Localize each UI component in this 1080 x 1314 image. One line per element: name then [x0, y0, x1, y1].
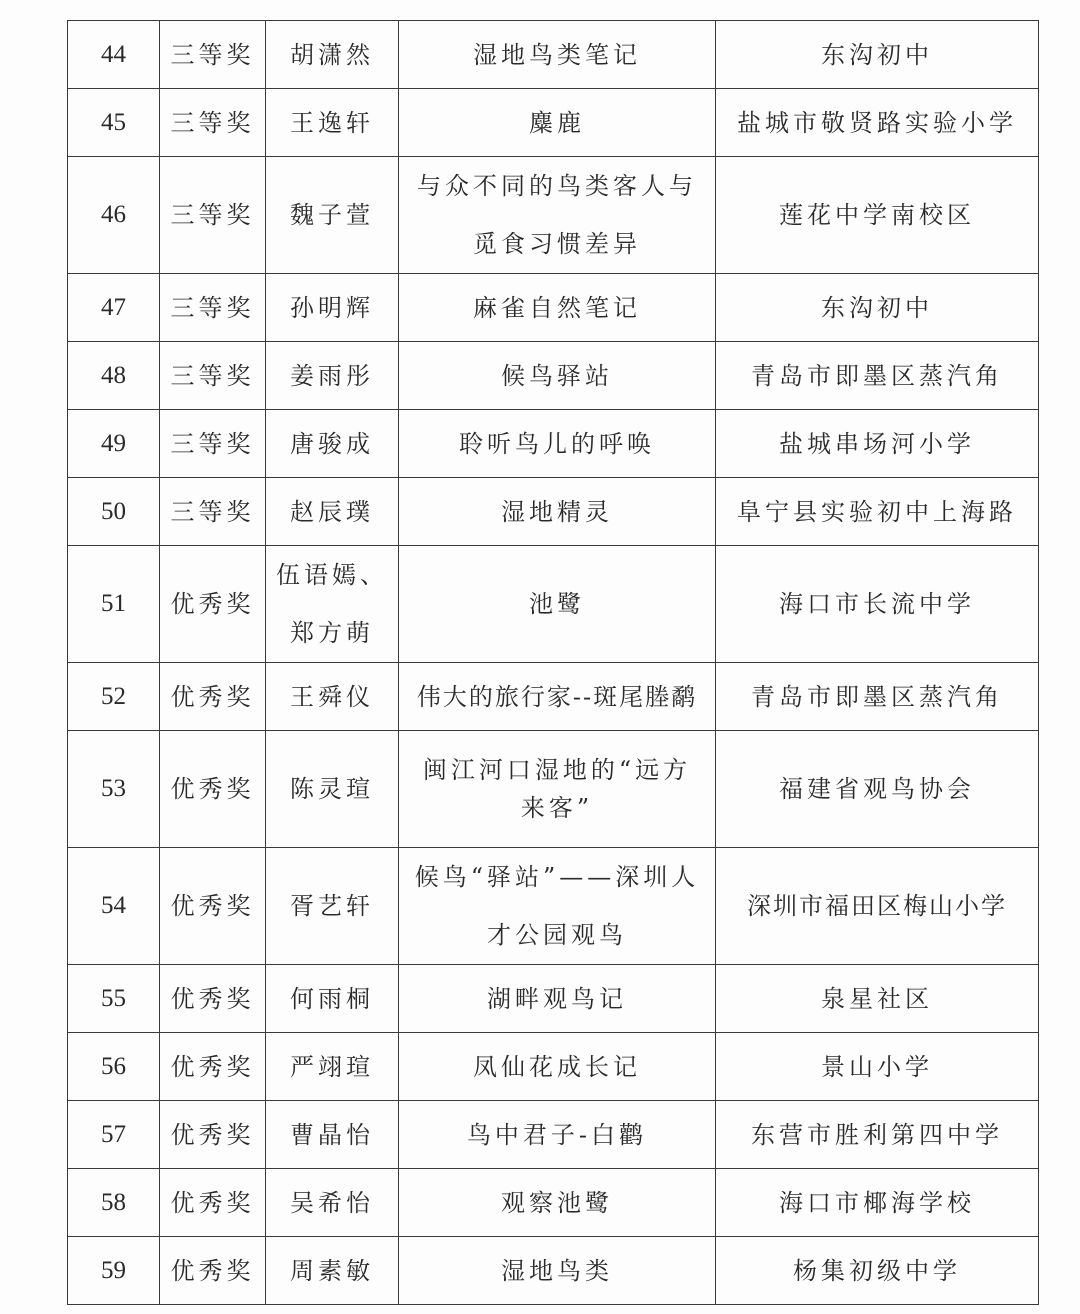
award-level: 优秀奖	[160, 965, 266, 1033]
row-number: 48	[68, 342, 160, 410]
award-level: 优秀奖	[160, 1237, 266, 1305]
school-name: 东沟初中	[716, 274, 1039, 342]
table-row	[68, 848, 1039, 965]
student-name: 赵辰璞	[266, 478, 399, 546]
work-title: 湿地精灵	[399, 478, 716, 546]
row-number: 44	[68, 21, 160, 89]
row-number: 59	[68, 1237, 160, 1305]
work-title: 鸟中君子-白鹳	[399, 1101, 716, 1169]
student-name: 王舜仪	[266, 663, 399, 731]
row-number: 49	[68, 410, 160, 478]
work-title: 湿地鸟类	[399, 1237, 716, 1305]
student-name: 严翊瑄	[266, 1033, 399, 1101]
table-row	[68, 410, 1039, 478]
student-name: 何雨桐	[266, 965, 399, 1033]
work-title: 湖畔观鸟记	[399, 965, 716, 1033]
award-level: 三等奖	[160, 157, 266, 274]
work-title: 与众不同的鸟类客人与觅食习惯差异	[399, 157, 716, 274]
award-level: 三等奖	[160, 89, 266, 157]
row-number: 47	[68, 274, 160, 342]
work-title: 观察池鹭	[399, 1169, 716, 1237]
award-level: 优秀奖	[160, 848, 266, 965]
award-level: 优秀奖	[160, 1101, 266, 1169]
table-row	[68, 274, 1039, 342]
award-level: 优秀奖	[160, 731, 266, 848]
student-name: 伍语嫣、郑方萌	[266, 546, 399, 663]
row-number: 57	[68, 1101, 160, 1169]
school-name: 阜宁县实验初中上海路	[716, 478, 1039, 546]
work-title: 聆听鸟儿的呼唤	[399, 410, 716, 478]
student-name: 周素敏	[266, 1237, 399, 1305]
row-number: 55	[68, 965, 160, 1033]
row-number: 45	[68, 89, 160, 157]
table-row	[68, 1033, 1039, 1101]
table-row	[68, 342, 1039, 410]
work-title: 凤仙花成长记	[399, 1033, 716, 1101]
school-name: 泉星社区	[716, 965, 1039, 1033]
school-name: 福建省观鸟协会	[716, 731, 1039, 848]
row-number: 50	[68, 478, 160, 546]
student-name: 吴希怡	[266, 1169, 399, 1237]
row-number: 52	[68, 663, 160, 731]
work-title: 池鹭	[399, 546, 716, 663]
work-title: 候鸟“驿站”——深圳人才公园观鸟	[399, 848, 716, 965]
work-title: 伟大的旅行家--斑尾塍鹬	[399, 663, 716, 731]
school-name: 莲花中学南校区	[716, 157, 1039, 274]
student-name: 魏子萱	[266, 157, 399, 274]
award-level: 三等奖	[160, 478, 266, 546]
student-name: 孙明辉	[266, 274, 399, 342]
table-row	[68, 663, 1039, 731]
award-level: 三等奖	[160, 410, 266, 478]
table-row	[68, 1101, 1039, 1169]
award-level: 优秀奖	[160, 1169, 266, 1237]
award-level: 优秀奖	[160, 1033, 266, 1101]
table-row	[68, 89, 1039, 157]
table-row	[68, 965, 1039, 1033]
school-name: 深圳市福田区梅山小学	[716, 848, 1039, 965]
work-title: 候鸟驿站	[399, 342, 716, 410]
row-number: 58	[68, 1169, 160, 1237]
table-row	[68, 731, 1039, 848]
row-number: 56	[68, 1033, 160, 1101]
school-name: 东沟初中	[716, 21, 1039, 89]
table-row	[68, 157, 1039, 274]
work-title: 麋鹿	[399, 89, 716, 157]
school-name: 海口市长流中学	[716, 546, 1039, 663]
school-name: 东营市胜利第四中学	[716, 1101, 1039, 1169]
student-name: 曹晶怡	[266, 1101, 399, 1169]
award-level: 三等奖	[160, 342, 266, 410]
student-name: 唐骏成	[266, 410, 399, 478]
row-number: 51	[68, 546, 160, 663]
row-number: 53	[68, 731, 160, 848]
table-row	[68, 21, 1039, 89]
school-name: 海口市椰海学校	[716, 1169, 1039, 1237]
school-name: 青岛市即墨区蒸汽角	[716, 663, 1039, 731]
table-row	[68, 1237, 1039, 1305]
school-name: 杨集初级中学	[716, 1237, 1039, 1305]
student-name: 陈灵瑄	[266, 731, 399, 848]
student-name: 王逸轩	[266, 89, 399, 157]
award-level: 三等奖	[160, 21, 266, 89]
awards-table	[67, 20, 1039, 1305]
student-name: 胡潇然	[266, 21, 399, 89]
row-number: 46	[68, 157, 160, 274]
work-title: 麻雀自然笔记	[399, 274, 716, 342]
row-number: 54	[68, 848, 160, 965]
award-level: 三等奖	[160, 274, 266, 342]
student-name: 姜雨彤	[266, 342, 399, 410]
award-level: 优秀奖	[160, 546, 266, 663]
work-title: 湿地鸟类笔记	[399, 21, 716, 89]
school-name: 盐城市敬贤路实验小学	[716, 89, 1039, 157]
award-level: 优秀奖	[160, 663, 266, 731]
table-row	[68, 1169, 1039, 1237]
school-name: 盐城串场河小学	[716, 410, 1039, 478]
student-name: 胥艺轩	[266, 848, 399, 965]
table-row	[68, 546, 1039, 663]
school-name: 青岛市即墨区蒸汽角	[716, 342, 1039, 410]
work-title: 闽江河口湿地的“远方来客”	[399, 731, 716, 848]
school-name: 景山小学	[716, 1033, 1039, 1101]
table-row	[68, 478, 1039, 546]
